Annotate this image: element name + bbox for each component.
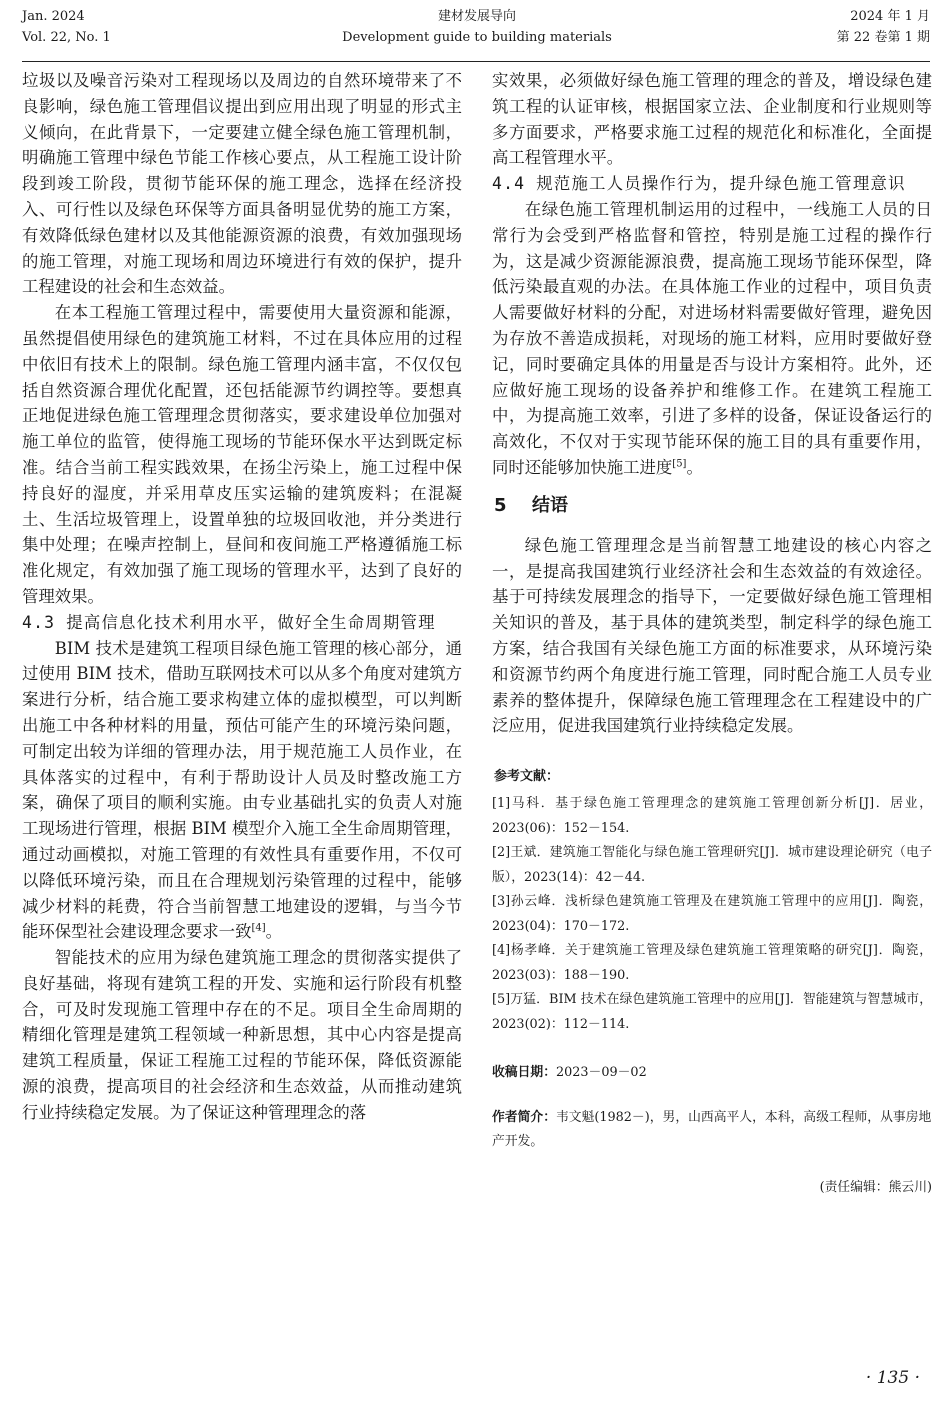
paragraph-end: 。: [686, 457, 703, 477]
header-left: [22, 6, 222, 48]
header-date-cn: 2024 年 1 月: [850, 9, 930, 24]
author-value: 韦文魁(1982－)，男，山西高平人，本科，高级工程师，从事房地产开发。: [492, 1109, 932, 1150]
journal-title-en: Development guide to building materials: [342, 30, 612, 45]
responsible-editor: (责任编辑：熊云川): [819, 1179, 932, 1195]
citation-ref: [4]: [251, 922, 266, 934]
reference-item: [5]万猛．BIM 技术在绿色建筑施工管理中的应用[J]．智能建筑与智慧城市，2023(02)：112－114.: [492, 992, 932, 1032]
left-column: [22, 68, 462, 1126]
paragraph: 垃圾以及噪音污染对工程现场以及周边的自然环境带来了不良影响，绿色施工管理倡议提出到应用出现了明显的形式主义倾向，在此背景下，一定要建立健全绿色施工管理机制，明确施工管理中绿色节能工作核心要点，从工程施工设计阶段到竣工阶段，贯彻节能环保的施工理念，选择在经济投入、可行性以及绿色环保等方面具备明显优势的施工方案，有效降低绿色建材以及其他能源资源的浪费，有效加强现场的施工管理，对施工现场和周边环境进行有效的保护，提升工程建设的社会和生态效益。: [22, 71, 462, 297]
paragraph: 实效果，必须做好绿色施工管理的理念的普及，增设绿色建筑工程的认证审核，根据国家立法、企业制度和行业规则等多方面要求，严格要求施工过程的规范化和标准化，全面提高工程管理水平。: [492, 71, 932, 168]
reference-item: [1]马科．基于绿色施工管理理念的建筑施工管理创新分析[J]．居业，2023(06)：152－154.: [492, 796, 932, 836]
header-date-en: Jan. 2024: [22, 9, 85, 24]
header-right: [730, 6, 930, 48]
paragraph: 智能技术的应用为绿色建筑施工理念的贯彻落实提供了良好基础，将现有建筑工程的开发、实施和运行阶段有机整合，可及时发现施工管理中存在的不足。项目全生命周期的精细化管理是建筑工程领域一种新思想，其中心内容是提高建筑工程质量，保证工程施工过程的节能环保，降低资源能源的浪费，提高项目的社会经济和生态效益，从而推动建筑行业持续稳定发展。为了保证这种管理理念的落: [22, 948, 462, 1122]
running-header: [22, 6, 930, 62]
citation-ref: [5]: [672, 458, 687, 470]
header-center: [272, 6, 682, 48]
subsection-heading-4-4: 4.4 规范施工人员操作行为，提升绿色施工管理意识: [492, 174, 906, 194]
reference-item: [4]杨孝峰．关于建筑施工管理及绿色建筑施工管理策略的研究[J]．陶瓷，2023(03)：188－190.: [492, 943, 932, 983]
section-number: 5: [494, 494, 507, 516]
received-date: [492, 1061, 932, 1086]
section-heading-conclusion: [494, 493, 932, 519]
journal-title-cn: 建材发展导向: [437, 9, 516, 24]
paragraph: [22, 636, 462, 946]
section-title: 结语: [532, 494, 568, 516]
header-volume-en: Vol. 22, No. 1: [22, 30, 111, 45]
reference-item: [3]孙云峰．浅析绿色建筑施工管理及在建筑施工管理中的应用[J]．陶瓷，2023(04)：170－172.: [492, 894, 932, 934]
author-bio: [492, 1106, 932, 1155]
paragraph: 在本工程施工管理过程中，需要使用大量资源和能源，虽然提倡使用绿色的建筑施工材料，不过在具体应用的过程中依旧有技术上的限制。绿色施工管理内涵丰富，不仅仅包括自然资源合理优化配置，还包括能源节约调控等。要想真正地促进绿色施工管理理念贯彻落实，要求建设单位加强对施工单位的监管，使得施工现场的节能环保水平达到既定标准。结合当前工程实践效果，在扬尘污染上，施工过程中保持良好的湿度，并采用草皮压实运输的建筑废料；在混凝土、生活垃圾管理上，设置单独的垃圾回收池，并分类进行集中处理；在噪声控制上，昼间和夜间施工严格遵循施工标准化规定，有效加强了施工现场的管理水平，达到了良好的管理效果。: [22, 303, 462, 606]
received-label: 收稿日期：: [492, 1065, 556, 1081]
author-label: 作者简介：: [492, 1109, 556, 1125]
references-heading: 参考文献：: [494, 769, 560, 785]
received-value: 2023－09－02: [555, 1065, 647, 1081]
paragraph: 绿色施工管理理念是当前智慧工地建设的核心内容之一，是提高我国建筑行业经济社会和生态效益的有效途径。基于可持续发展理念的指导下，一定要做好绿色施工管理相关知识的普及，基于具体的建筑类型，制定科学的绿色施工方案，结合我国有关绿色施工方面的标准要求，从环境污染和资源节约两个角度进行施工管理，同时配合施工人员专业素养的整体提升，保障绿色施工管理理念在工程建设中的广泛应用，促进我国建筑行业持续稳定发展。: [492, 535, 932, 736]
paragraph: [492, 197, 932, 481]
page-number: · 135 ·: [865, 1368, 920, 1388]
subsection-heading-4-3: 4.3 提高信息化技术利用水平，做好全生命周期管理: [22, 612, 436, 632]
paragraph-end: 。: [265, 922, 283, 942]
header-rule: [22, 61, 930, 62]
paragraph-text: 在绿色施工管理机制运用的过程中，一线施工人员的日常行为会受到严格监督和管控，特别是施工过程的操作行为，这是减少资源能源浪费，提高施工现场节能环保型，降低污染最直观的办法。在具体施工作业的过程中，项目负责人需要做好材料的分配，对进场材料需要做好管理，避免因为存放不善造成损耗，对现场的施工材料，应用时要做好登记，同时要确定具体的用量是否与设计方案相符。此外，还应做好施工现场的设备养护和维修工作。在建筑工程施工中，为提高施工效率，引进了多样的设备，保证设备运行的高效化，不仅对于实现节能环保的施工目的具有重要作用，同时还能够加快施工进度: [492, 199, 932, 477]
header-volume-cn: 第 22 卷第 1 期: [836, 30, 930, 45]
reference-item: [2]王斌．建筑施工智能化与绿色施工管理研究[J]．城市建设理论研究（电子版），2023(14)：42－44.: [492, 845, 932, 885]
right-column: [492, 68, 932, 1199]
paragraph-text: BIM 技术是建筑工程项目绿色施工管理的核心部分，通过使用 BIM 技术，借助互联网技术可以从多个角度对建筑方案进行分析，结合施工要求构建立体的虚拟模型，可以判断出施工中各种材料的用量，预估可能产生的环境污染问题，可制定出较为详细的管理办法，用于规范施工人员作业，在具体落实的过程中，有利于帮助设计人员及时整改施工方案，确保了项目的顺利实施。由专业基础扎实的负责人对施工现场进行管理，根据 BIM 模型介入施工全生命周期管理，通过动画模拟，对施工管理的有效性具有重要作用，不仅可以降低环境污染，而且在合理规划污染管理的过程中，能够减少材料的耗费，符合当前智慧工地建设的逻辑，与当今节能环保型社会建设理念要求一致: [22, 638, 462, 942]
